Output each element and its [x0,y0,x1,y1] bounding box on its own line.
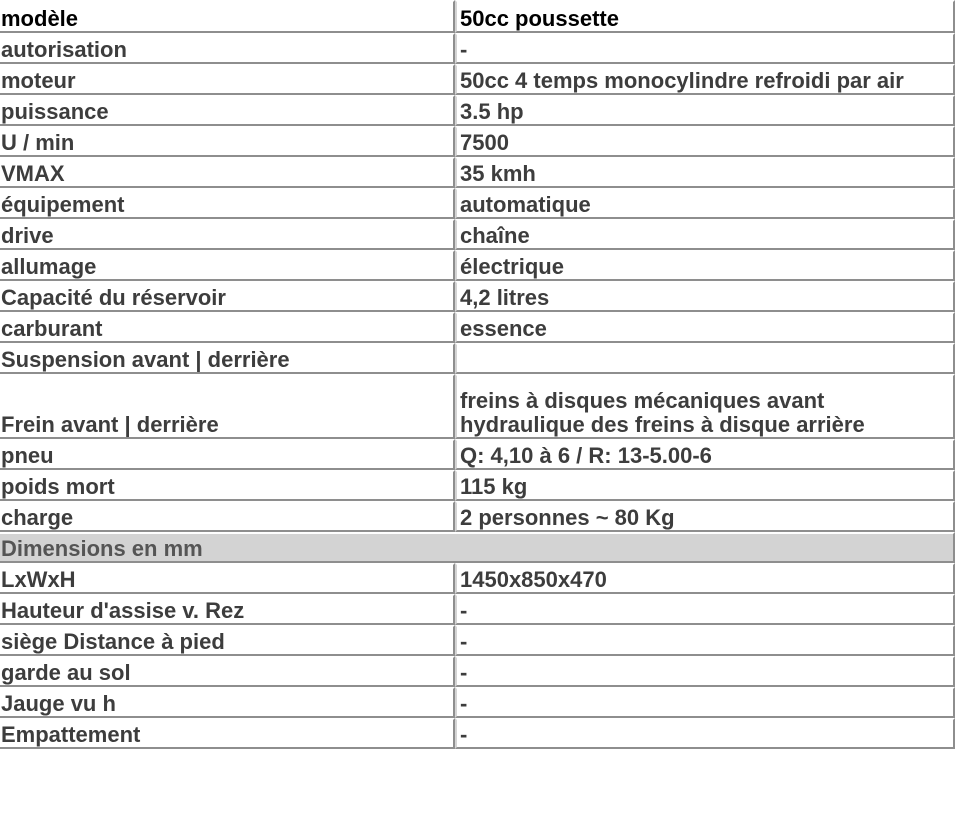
row-value [455,374,955,439]
table-row [0,594,955,625]
row-label: équipement [0,188,455,219]
table-row [0,501,955,532]
row-label: autorisation [0,33,455,64]
row-label: charge [0,501,455,532]
row-label: VMAX [0,157,455,188]
table-row [0,656,955,687]
row-label: poids mort [0,470,455,501]
row-value: - [455,656,955,687]
table-row [0,343,955,374]
row-value: - [455,687,955,718]
row-value: 50cc 4 temps monocylindre refroidi par air [455,64,955,95]
table-row [0,312,955,343]
row-value: - [455,33,955,64]
table-row [0,157,955,188]
row-label: allumage [0,250,455,281]
row-value: 7500 [455,126,955,157]
row-value: essence [455,312,955,343]
row-value: chaîne [455,219,955,250]
row-label: LxWxH [0,563,455,594]
row-value: électrique [455,250,955,281]
table-row [0,33,955,64]
header-value: 50cc poussette [455,0,955,33]
row-label: carburant [0,312,455,343]
row-value: - [455,625,955,656]
table-row [0,281,955,312]
table-row [0,126,955,157]
row-value: Q: 4,10 à 6 / R: 13-5.00-6 [455,439,955,470]
table-header-row [0,0,955,33]
row-label: Capacité du réservoir [0,281,455,312]
table-row [0,718,955,749]
row-value: 4,2 litres [455,281,955,312]
table-row [0,563,955,594]
row-value: 1450x850x470 [455,563,955,594]
row-value: 2 personnes ~ 80 Kg [455,501,955,532]
row-value-line: freins à disques mécaniques avant [460,388,825,413]
row-label: Jauge vu h [0,687,455,718]
table-row [0,188,955,219]
section-header-label: Dimensions en mm [0,532,955,563]
row-value: automatique [455,188,955,219]
table-row [0,687,955,718]
row-label: pneu [0,439,455,470]
table-row [0,470,955,501]
table-row [0,64,955,95]
row-label: drive [0,219,455,250]
table-row-brakes [0,374,955,439]
table-row [0,95,955,126]
table-row [0,625,955,656]
row-label: Hauteur d'assise v. Rez [0,594,455,625]
table-row [0,219,955,250]
row-value: 3.5 hp [455,95,955,126]
row-label: Empattement [0,718,455,749]
row-value [455,343,955,374]
row-label: garde au sol [0,656,455,687]
row-label: siège Distance à pied [0,625,455,656]
header-label: modèle [0,0,455,33]
table-row [0,250,955,281]
row-value: - [455,594,955,625]
table-row [0,439,955,470]
row-value-line: hydraulique des freins à disque arrière [460,412,865,437]
row-value: 35 kmh [455,157,955,188]
row-value: 115 kg [455,470,955,501]
row-label: Frein avant | derrière [0,374,455,439]
row-label: moteur [0,64,455,95]
row-label: puissance [0,95,455,126]
row-label: U / min [0,126,455,157]
section-header-row [0,532,955,563]
row-value: - [455,718,955,749]
row-label: Suspension avant | derrière [0,343,455,374]
